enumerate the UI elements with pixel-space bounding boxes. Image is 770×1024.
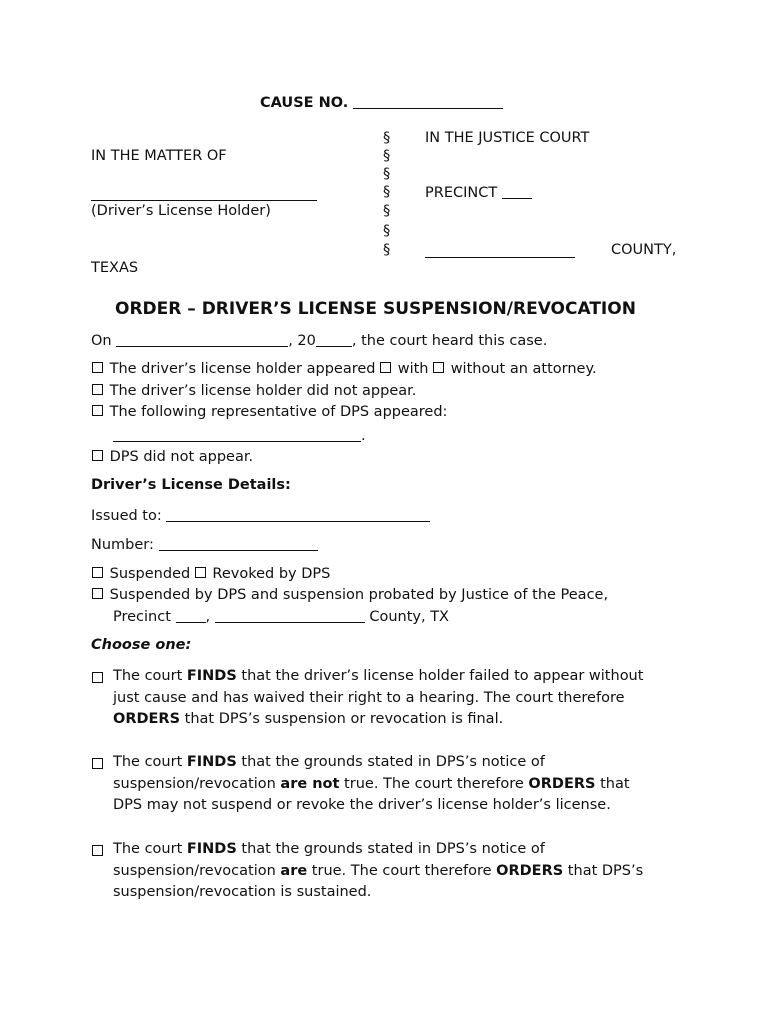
section-mark: § bbox=[383, 130, 391, 146]
details-heading: Driver’s License Details: bbox=[91, 477, 291, 493]
texas-label: TEXAS bbox=[91, 260, 139, 276]
without-attorney-checkbox[interactable] bbox=[433, 362, 444, 373]
precinct-label: PRECINCT bbox=[425, 184, 532, 201]
county-label: COUNTY, bbox=[611, 242, 677, 258]
with-attorney-checkbox[interactable] bbox=[380, 362, 391, 373]
option-not-true-checkbox[interactable] bbox=[92, 758, 103, 769]
dps-rep-checkbox[interactable] bbox=[92, 405, 103, 416]
hearing-year-blank[interactable] bbox=[316, 332, 352, 347]
cause-number-blank[interactable] bbox=[353, 94, 503, 109]
revoked-checkbox[interactable] bbox=[195, 567, 206, 578]
holder-label: (Driver’s License Holder) bbox=[91, 203, 271, 219]
holder-name-blank[interactable] bbox=[91, 200, 317, 201]
number-row: Number: bbox=[91, 536, 318, 553]
issued-to-row: Issued to: bbox=[91, 507, 430, 524]
hearing-line: On , 20 , the court heard this case. bbox=[91, 333, 548, 349]
dps-rep-name-blank[interactable] bbox=[113, 427, 361, 442]
suspended-checkbox[interactable] bbox=[92, 567, 103, 578]
section-mark: § bbox=[383, 223, 391, 239]
in-the-matter-of: IN THE MATTER OF bbox=[91, 148, 227, 164]
section-mark: § bbox=[383, 184, 391, 200]
page-title: ORDER – DRIVER’S LICENSE SUSPENSION/REVOCATION bbox=[115, 299, 636, 319]
section-mark: § bbox=[383, 148, 391, 164]
choose-one-heading: Choose one: bbox=[91, 637, 192, 653]
holder-appeared-option: The driver’s license holder appeared with without an attorney. bbox=[92, 361, 597, 377]
option-fail-to-appear-text: The court FINDS that the driver’s license holder failed to appear without just cause and has waived their right to a hearing. The court therefore ORDERS that DPS’s suspension or revocation is final. bbox=[113, 668, 644, 727]
dps-not-appear-checkbox[interactable] bbox=[92, 450, 103, 461]
suspended-option: Suspended Revoked by DPS bbox=[92, 566, 330, 582]
section-mark: § bbox=[383, 242, 391, 258]
number-blank[interactable] bbox=[159, 536, 318, 551]
hearing-date-blank[interactable] bbox=[116, 332, 288, 347]
dps-rep-option: The following representative of DPS appeared: bbox=[92, 404, 447, 420]
probated-precinct-blank[interactable] bbox=[176, 608, 206, 623]
option-sustained-text: The court FINDS that the grounds stated in DPS’s notice of suspension/revocation are true. The court therefore ORDERS that DPS’s suspension/revocation is sustained. bbox=[113, 841, 644, 900]
option-fail-to-appear-checkbox[interactable] bbox=[92, 672, 103, 683]
option-not-true-text: The court FINDS that the grounds stated in DPS’s notice of suspension/revocation are not true. The court therefore ORDERS that DPS may not suspend or revoke the driver’s license holder’s license. bbox=[113, 754, 630, 813]
section-mark: § bbox=[383, 203, 391, 219]
dps-rep-name-line: . bbox=[113, 427, 366, 444]
probated-checkbox[interactable] bbox=[92, 588, 103, 599]
cause-number: CAUSE NO. bbox=[260, 94, 503, 111]
option-sustained-checkbox[interactable] bbox=[92, 845, 103, 856]
dps-not-appear-option: DPS did not appear. bbox=[92, 449, 253, 465]
holder-appeared-checkbox[interactable] bbox=[92, 362, 103, 373]
probated-county-blank[interactable] bbox=[215, 608, 365, 623]
court-name: IN THE JUSTICE COURT bbox=[425, 130, 590, 146]
probated-option: Suspended by DPS and suspension probated by Justice of the Peace, bbox=[92, 587, 608, 603]
probated-precinct-line: Precinct , County, TX bbox=[113, 609, 449, 625]
issued-to-blank[interactable] bbox=[166, 507, 430, 522]
precinct-blank[interactable] bbox=[502, 184, 532, 199]
section-mark: § bbox=[383, 166, 391, 182]
county-blank[interactable] bbox=[425, 257, 575, 258]
holder-not-appear-option: The driver’s license holder did not appear. bbox=[92, 383, 416, 399]
holder-not-appear-checkbox[interactable] bbox=[92, 384, 103, 395]
